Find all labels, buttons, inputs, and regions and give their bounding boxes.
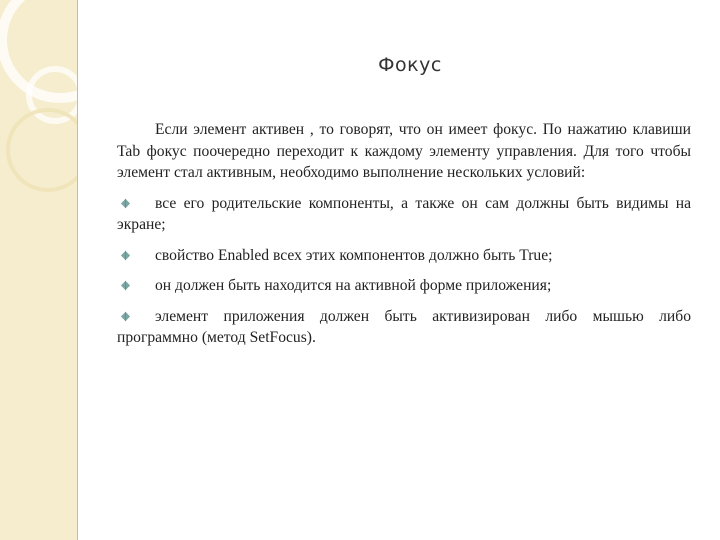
decorative-side-panel bbox=[0, 0, 78, 540]
slide-content bbox=[117, 119, 691, 358]
bullet-item bbox=[117, 306, 691, 349]
slide-title: Фокус bbox=[378, 54, 442, 76]
leaf-bullet-icon bbox=[120, 198, 131, 209]
leaf-bullet-icon bbox=[120, 280, 131, 291]
bullet-item bbox=[117, 245, 691, 267]
bullet-text: он должен быть находится на активной форме приложения; bbox=[155, 277, 552, 294]
leaf-bullet-icon bbox=[120, 311, 131, 322]
decorative-circles bbox=[0, 0, 77, 540]
bullet-item bbox=[117, 193, 691, 236]
bullet-text: свойство Enabled всех этих компонентов должно быть True; bbox=[155, 246, 553, 264]
bullet-item bbox=[117, 275, 691, 297]
bullet-text: все его родительские компоненты, а также он сам должны быть видимы на экране; bbox=[117, 194, 691, 233]
intro-paragraph: Если элемент активен , то говорят, что он имеет фокус. По нажатию клавиши Tab фокус поочередно переходит к каждому элементу управления. Для того чтобы элемент стал активным, необходимо выполнение нескольких условий: bbox=[117, 121, 691, 181]
leaf-bullet-icon bbox=[120, 250, 131, 261]
bullet-text: элемент приложения должен быть активизирован либо мышью либо программно (метод SetFocus). bbox=[117, 307, 691, 346]
